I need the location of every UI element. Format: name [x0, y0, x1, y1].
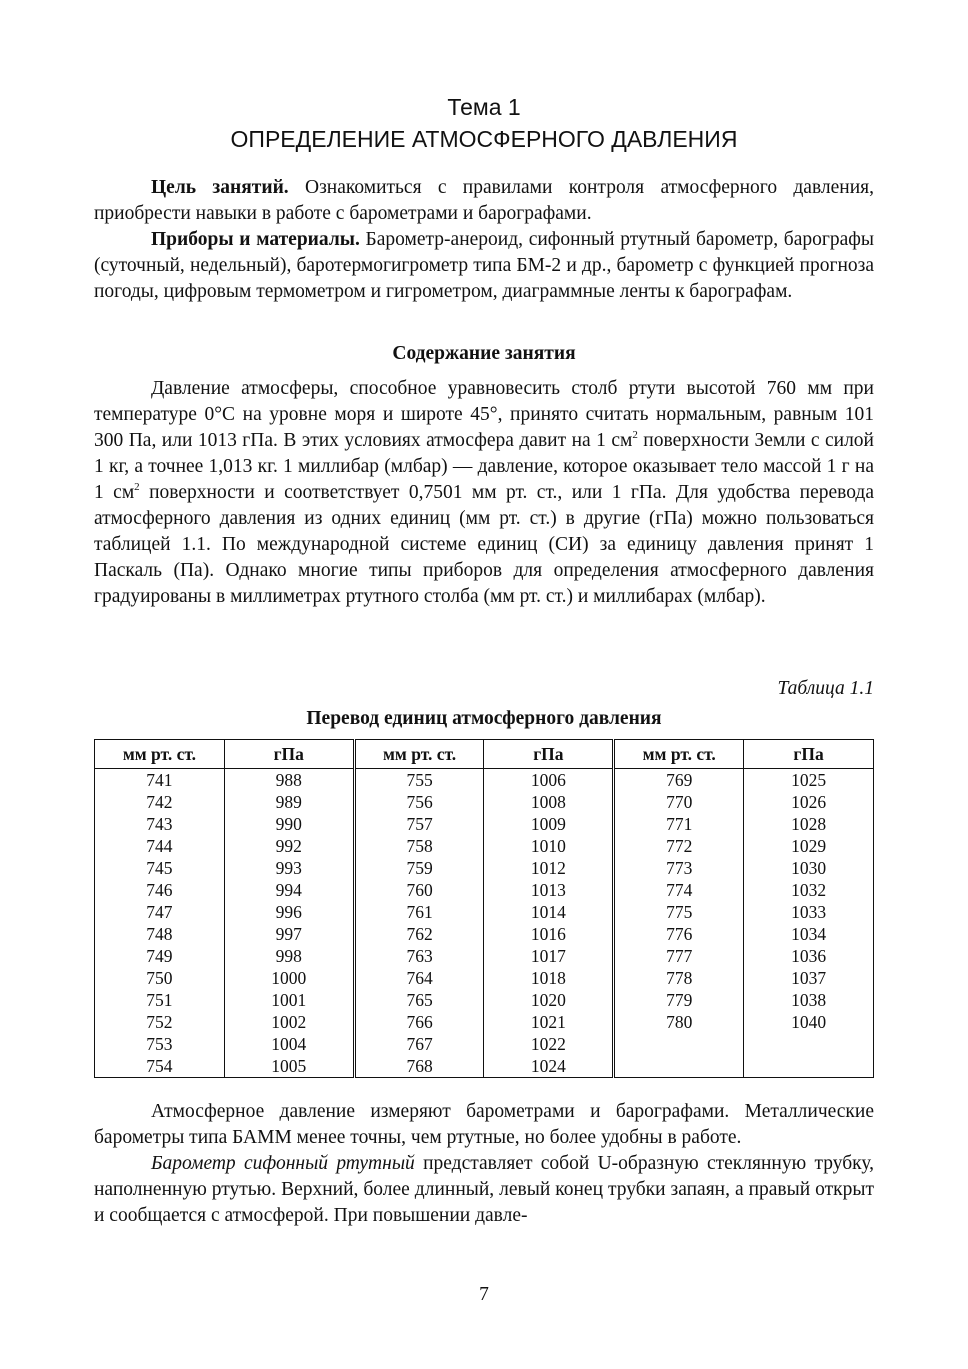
main-block	[94, 376, 874, 610]
table-cell: 1036	[744, 945, 874, 967]
table-cell: 759	[354, 857, 484, 879]
table-cell: 774	[614, 879, 744, 901]
table-cell: 776	[614, 923, 744, 945]
goal-paragraph	[94, 175, 874, 227]
table-row	[95, 791, 874, 813]
table-cell: 744	[95, 835, 225, 857]
table-cell: 780	[614, 1011, 744, 1033]
table-cell: 753	[95, 1033, 225, 1055]
topic-number: Тема 1	[447, 94, 521, 120]
table-row	[95, 813, 874, 835]
table-cell: 757	[354, 813, 484, 835]
table-row	[95, 945, 874, 967]
table-cell	[614, 1033, 744, 1055]
table-cell: 1034	[744, 923, 874, 945]
table-cell: 1032	[744, 879, 874, 901]
table-cell: 1000	[224, 967, 354, 989]
table-cell: 1009	[484, 813, 614, 835]
main-text-part-3: поверхности и соответствует 0,7501 мм рт. ст., или 1 гПа. Для удобства перевода атмосферного давления из одних единиц (мм рт. ст.) в другие (гПа) можно пользоваться таблицей 1.1. По международной системе единиц (СИ) за единицу давления принят 1 Паскаль (Па). Однако многие типы приборов для определения атмосферного давления градуированы в миллиметрах ртутного столба (мм рт. ст.) и миллибарах (млбар).	[94, 482, 874, 607]
table-row	[95, 879, 874, 901]
table-row	[95, 901, 874, 923]
table-cell: 741	[95, 769, 225, 792]
table-cell: 754	[95, 1055, 225, 1078]
table-cell: 756	[354, 791, 484, 813]
table-cell: 1012	[484, 857, 614, 879]
table-row	[95, 1033, 874, 1055]
table-row	[95, 923, 874, 945]
table-cell: 763	[354, 945, 484, 967]
table-cell: 746	[95, 879, 225, 901]
materials-label: Приборы и материалы.	[151, 229, 360, 250]
table-cell: 1017	[484, 945, 614, 967]
conversion-table-wrap	[94, 739, 874, 1078]
table-cell: 1033	[744, 901, 874, 923]
siphon-term: Барометр сифонный ртутный	[151, 1153, 415, 1174]
table-row	[95, 1011, 874, 1033]
table-cell: 992	[224, 835, 354, 857]
table-cell: 769	[614, 769, 744, 792]
main-text-part-2: поверхности Земли с силой 1 кг, а точнее 1,013 кг. 1 миллибар (млбар) — давление, которое оказывает тело массой 1 г на 1 см	[94, 430, 874, 503]
table-cell: 1016	[484, 923, 614, 945]
siphon-text: представляет собой U-образную стеклянную трубку, наполненную ртутью. Верхний, более длинный, левый конец трубки запаян, а правый открыт и сообщается с атмосферой. При повышении давле-	[94, 1153, 874, 1226]
table-cell: 1022	[484, 1033, 614, 1055]
table-cell: 743	[95, 813, 225, 835]
table-cell: 778	[614, 967, 744, 989]
table-cell: 755	[354, 769, 484, 792]
table-cell: 988	[224, 769, 354, 792]
table-cell: 1026	[744, 791, 874, 813]
conversion-table	[94, 739, 874, 1078]
table-cell: 775	[614, 901, 744, 923]
table-row	[95, 857, 874, 879]
header-mm-1: мм рт. ст.	[95, 740, 225, 769]
table-row	[95, 1055, 874, 1078]
table-cell: 748	[95, 923, 225, 945]
table-cell: 1020	[484, 989, 614, 1011]
header-hpa-1: гПа	[224, 740, 354, 769]
table-cell: 760	[354, 879, 484, 901]
main-paragraph	[94, 376, 874, 610]
table-cell: 998	[224, 945, 354, 967]
table-cell: 1021	[484, 1011, 614, 1033]
table-cell: 1001	[224, 989, 354, 1011]
table-cell	[744, 1033, 874, 1055]
table-cell: 752	[95, 1011, 225, 1033]
table-cell: 1028	[744, 813, 874, 835]
intro-block	[94, 175, 874, 305]
table-row	[95, 967, 874, 989]
table-header-row	[95, 740, 874, 769]
table-cell: 990	[224, 813, 354, 835]
siphon-paragraph	[94, 1151, 874, 1229]
goal-text: Ознакомиться с правилами контроля атмосферного давления, приобрести навыки в работе с барометрами и барографами.	[94, 177, 875, 224]
table-cell: 761	[354, 901, 484, 923]
content-heading: Содержание занятия	[392, 343, 576, 364]
table-cell: 996	[224, 901, 354, 923]
table-row	[95, 989, 874, 1011]
header-hpa-2: гПа	[484, 740, 614, 769]
table-cell: 1013	[484, 879, 614, 901]
table-cell: 1038	[744, 989, 874, 1011]
table-cell: 747	[95, 901, 225, 923]
table-cell: 771	[614, 813, 744, 835]
table-cell: 1005	[224, 1055, 354, 1078]
table-cell: 1008	[484, 791, 614, 813]
table-cell: 989	[224, 791, 354, 813]
table-cell: 777	[614, 945, 744, 967]
table-cell: 773	[614, 857, 744, 879]
table-row	[95, 835, 874, 857]
table-cell: 1018	[484, 967, 614, 989]
table-cell: 758	[354, 835, 484, 857]
table-cell: 767	[354, 1033, 484, 1055]
materials-text: Барометр-анероид, сифонный ртутный барометр, барографы (суточный, недельный), баротермогигрометр типа БМ-2 и др., барометр с функцией прогноза погоды, цифровым термометром и гигрометром, диаграммные ленты к барографам.	[94, 229, 874, 302]
table-cell: 1004	[224, 1033, 354, 1055]
after-table-paragraph: Атмосферное давление измеряют барометрами и барографами. Металлические барометры типа БАММ менее точны, чем ртутные, но более удобны в работе.	[94, 1101, 874, 1148]
table-cell: 1014	[484, 901, 614, 923]
goal-label: Цель занятий.	[151, 177, 289, 198]
table-cell: 762	[354, 923, 484, 945]
table-title: Перевод единиц атмосферного давления	[306, 708, 662, 729]
main-text-part-1: Давление атмосферы, способное уравновесить столб ртути высотой 760 мм при температуре 0°С на уровне моря и широте 45°, принято считать нормальным, равным 101 300 Па, или 1013 гПа. В этих условиях атмосфера давит на 1 см	[94, 378, 874, 451]
table-cell: 1002	[224, 1011, 354, 1033]
header-hpa-3: гПа	[744, 740, 874, 769]
table-cell: 1037	[744, 967, 874, 989]
table-cell: 997	[224, 923, 354, 945]
table-cell: 1006	[484, 769, 614, 792]
after-table-block	[94, 1099, 874, 1229]
table-cell	[744, 1055, 874, 1078]
table-cell: 749	[95, 945, 225, 967]
table-caption: Таблица 1.1	[777, 678, 874, 699]
page-number: 7	[479, 1284, 489, 1305]
header-mm-3: мм рт. ст.	[614, 740, 744, 769]
superscript-2: 2	[134, 481, 140, 493]
table-cell: 1040	[744, 1011, 874, 1033]
table-cell: 1010	[484, 835, 614, 857]
table-cell: 1025	[744, 769, 874, 792]
table-cell: 772	[614, 835, 744, 857]
table-cell: 768	[354, 1055, 484, 1078]
table-row	[95, 769, 874, 792]
table-cell: 765	[354, 989, 484, 1011]
table-cell: 766	[354, 1011, 484, 1033]
table-body	[95, 769, 874, 1078]
table-cell: 750	[95, 967, 225, 989]
table-cell: 1030	[744, 857, 874, 879]
table-cell: 1029	[744, 835, 874, 857]
table-cell: 1024	[484, 1055, 614, 1078]
header-mm-2: мм рт. ст.	[354, 740, 484, 769]
table-cell: 994	[224, 879, 354, 901]
table-cell: 764	[354, 967, 484, 989]
table-cell: 751	[95, 989, 225, 1011]
table-cell: 770	[614, 791, 744, 813]
table-cell: 779	[614, 989, 744, 1011]
table-cell: 993	[224, 857, 354, 879]
materials-paragraph	[94, 227, 874, 305]
table-cell	[614, 1055, 744, 1078]
table-cell: 742	[95, 791, 225, 813]
superscript-1: 2	[632, 429, 638, 441]
topic-title: ОПРЕДЕЛЕНИЕ АТМОСФЕРНОГО ДАВЛЕНИЯ	[230, 126, 738, 152]
table-cell: 745	[95, 857, 225, 879]
